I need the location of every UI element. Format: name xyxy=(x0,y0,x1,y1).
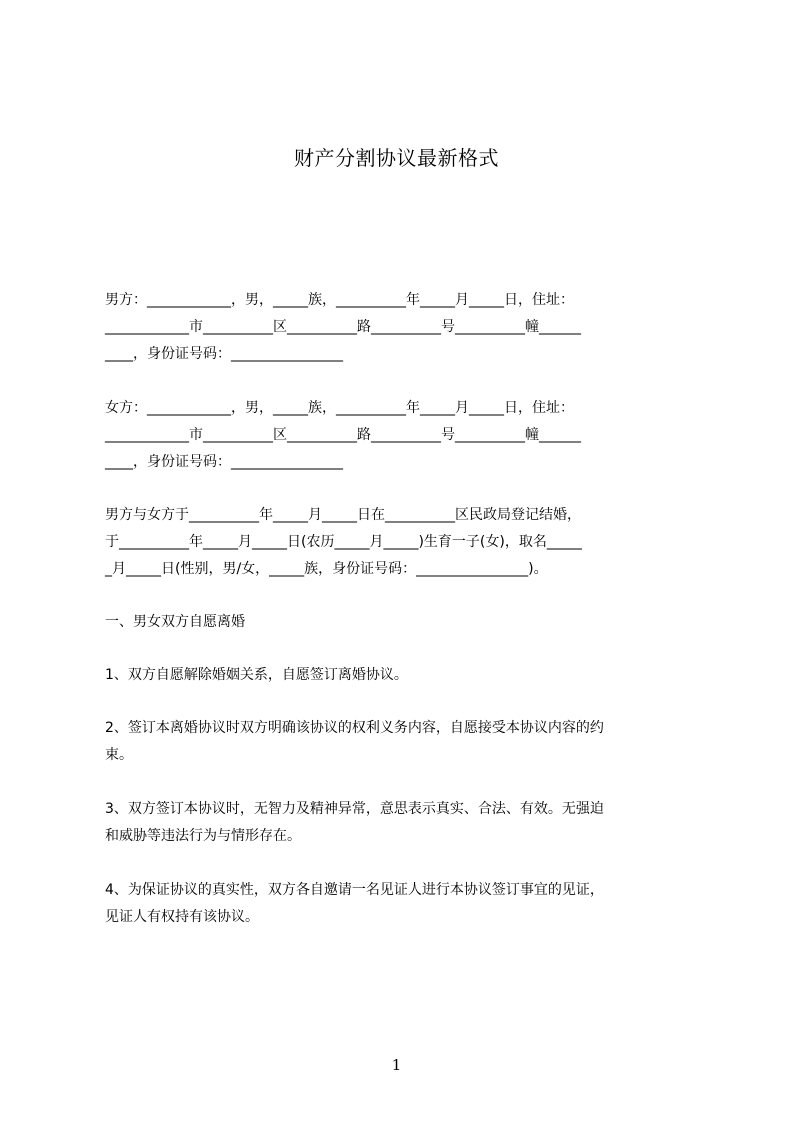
clause-3-line-1: 3、双方签订本协议时，无智力及精神异常，意思表示真实、合法、有效。无强迫 xyxy=(105,801,604,817)
female-party-line-2: ____________市__________区__________路__________号__________幢______ xyxy=(105,427,581,443)
clause-4-line-1: 4、为保证协议的真实性，双方各自邀请一名见证人进行本协议签订事宜的见证， xyxy=(105,882,604,898)
section-1-heading: 一、男女双方自愿离婚 xyxy=(105,614,245,630)
clause-1: 1、双方自愿解除婚姻关系，自愿签订离婚协议。 xyxy=(105,667,408,683)
male-party-line-1: 男方：____________，男，_____族，__________年_____月_____日，住址： xyxy=(105,292,574,308)
marriage-line-2: 于__________年_____月_____日(农历_____月_____)生育一子(女)，取名_____ xyxy=(105,534,582,550)
page-number: 1 xyxy=(391,1056,402,1074)
male-party-line-2: ____________市__________区__________路__________号__________幢______ xyxy=(105,319,581,335)
clause-2-line-1: 2、签订本离婚协议时双方明确该协议的权利义务内容，自愿接受本协议内容的约 xyxy=(105,720,604,736)
marriage-line-1: 男方与女方于__________年_____月_____日在__________区民政局登记结婚， xyxy=(105,507,581,523)
female-party-line-3: ____，身份证号码：________________ xyxy=(105,454,343,470)
clause-2-line-2: 束。 xyxy=(105,747,133,763)
male-party-line-3: ____，身份证号码：________________ xyxy=(105,346,343,362)
female-party-line-1: 女方：____________，男，_____族，__________年_____月_____日，住址： xyxy=(105,400,574,416)
document-title: 财产分割协议最新格式 xyxy=(294,146,499,170)
marriage-line-3: _月_____日(性别，男/女，_____族，身份证号码：________________)。 xyxy=(105,561,548,577)
clause-4-line-2: 见证人有权持有该协议。 xyxy=(105,909,259,925)
clause-3-line-2: 和威胁等违法行为与情形存在。 xyxy=(105,828,301,844)
